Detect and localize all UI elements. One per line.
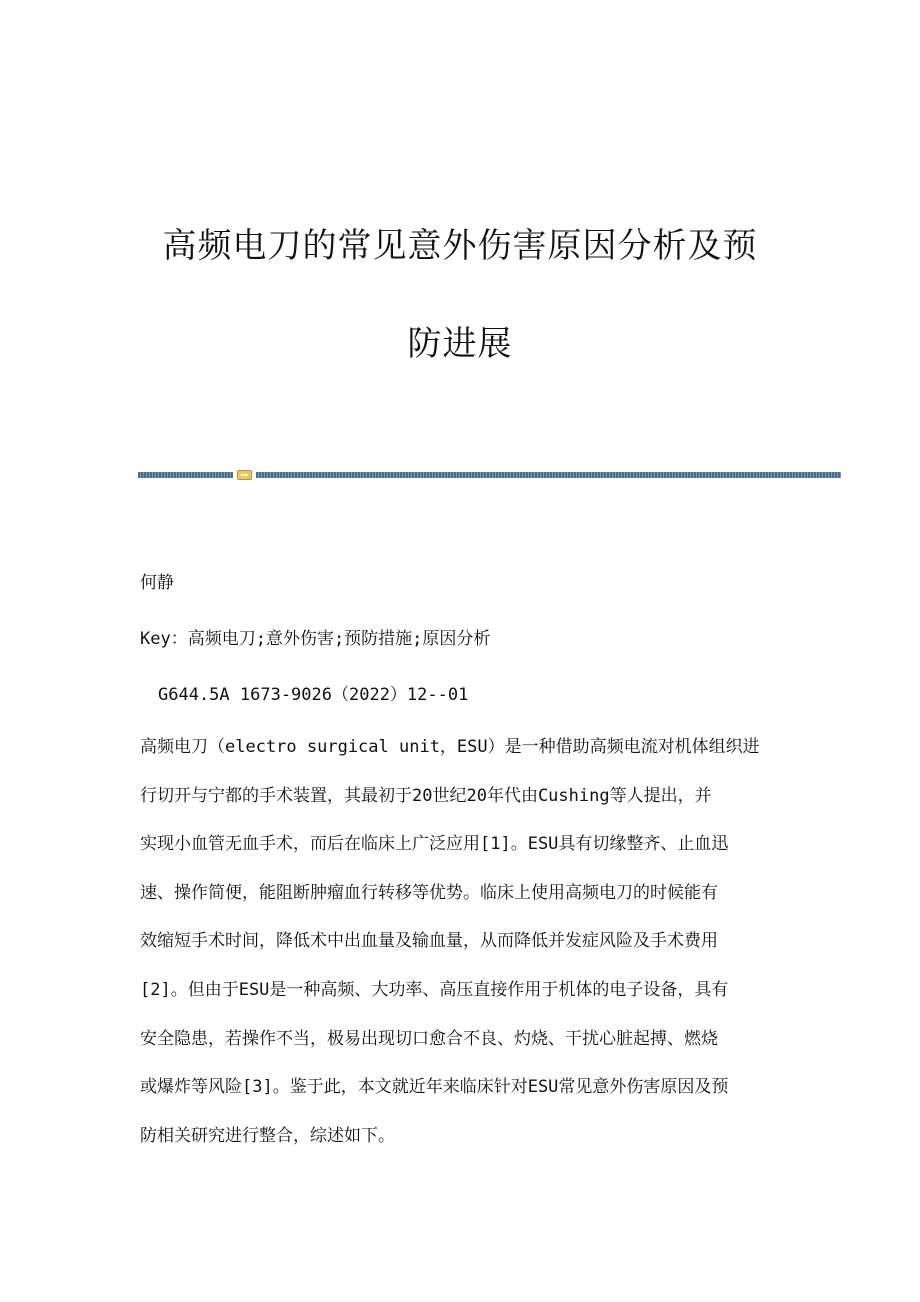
body-line: 防相关研究进行整合，综述如下。 <box>140 1125 395 1146</box>
body-line: 速、操作简便，能阻断肿瘤血行转移等优势。临床上使用高频电刀的时候能有 <box>140 882 718 903</box>
divider-bar-right <box>256 472 841 478</box>
classification-number: G644.5A 1673-9026（2022）12--01 <box>158 685 469 705</box>
divider-ornament-icon <box>237 470 252 480</box>
title-line-2: 防进展 <box>407 324 513 364</box>
keywords: Key：高频电刀;意外伤害;预防措施;原因分析 <box>140 629 491 649</box>
body-line: [2]。但由于ESU是一种高频、大功率、高压直接作用于机体的电子设备，具有 <box>140 979 729 1000</box>
body-line: 或爆炸等风险[3]。鉴于此，本文就近年来临床针对ESU常见意外伤害原因及预 <box>140 1077 729 1098</box>
body-line: 实现小血管无血手术，而后在临床上广泛应用[1]。ESU具有切缘整齐、止血迅 <box>140 834 729 855</box>
divider-bar-left <box>138 472 233 478</box>
title-line-1: 高频电刀的常见意外伤害原因分析及预 <box>162 226 758 266</box>
body-line: 安全隐患，若操作不当，极易出现切口愈合不良、灼烧、干扰心脏起搏、燃烧 <box>140 1028 718 1049</box>
author-name: 何静 <box>140 573 174 593</box>
body-line: 效缩短手术时间，降低术中出血量及输血量，从而降低并发症风险及手术费用 <box>140 931 718 952</box>
body-line: 高频电刀（electro surgical unit，ESU）是一种借助高频电流对机体组织进 <box>140 737 760 757</box>
body-paragraph <box>140 733 790 1170</box>
body-line: 行切开与宁都的手术装置，其最初于20世纪20年代由Cushing等人提出，并 <box>140 785 712 806</box>
title-divider <box>138 469 841 481</box>
